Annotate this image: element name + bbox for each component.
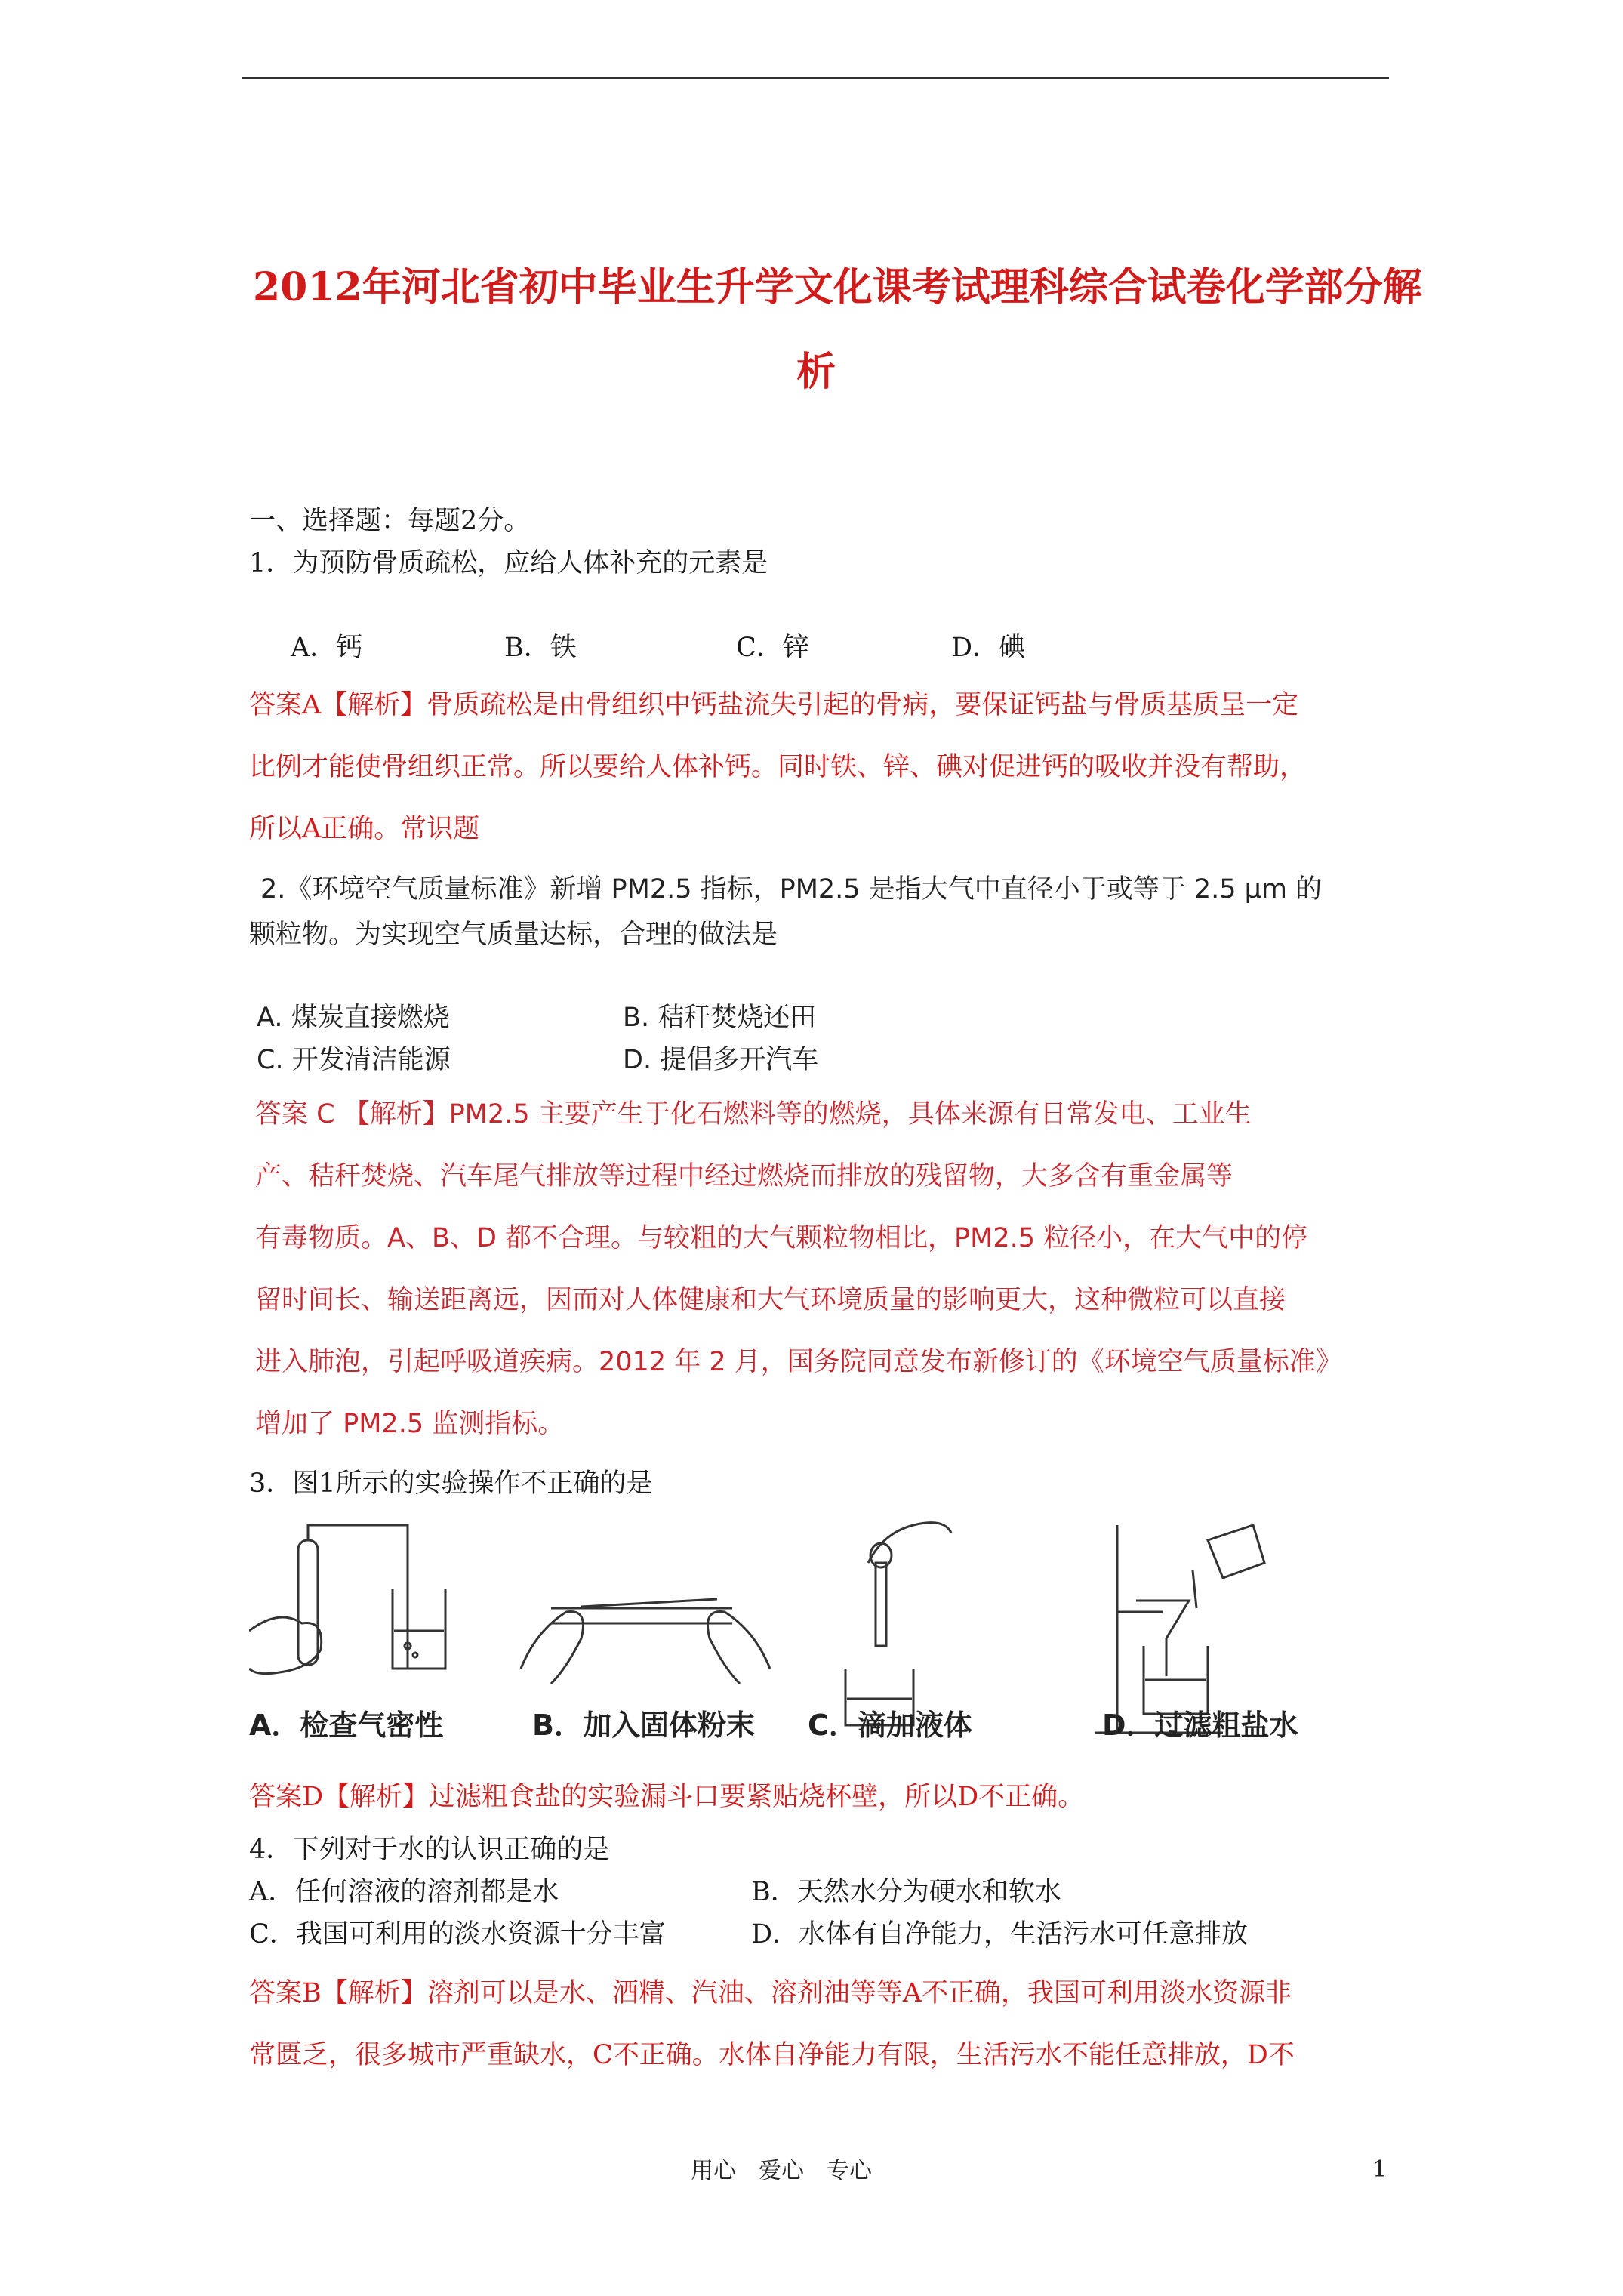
- q4-answer-line: 常匮乏，很多城市严重缺水，C不正确。水体自净能力有限，生活污水不能任意排放，D不: [249, 2040, 1295, 2070]
- q3-experiment-figure: [249, 1518, 1329, 1744]
- figure-caption-c: C．滴加液体: [808, 1709, 972, 1742]
- q3-stem: 3．图1所示的实验操作不正确的是: [249, 1469, 653, 1499]
- q2-answer-line: 有毒物质。A、B、D 都不合理。与较粗的大气颗粒物相比，PM2.5 粒径小，在大气中的停: [255, 1223, 1308, 1253]
- section-heading: 一、选择题：每题2分。: [249, 506, 531, 536]
- add-powder-illustration: [521, 1599, 770, 1684]
- q1-option-c: C．锌: [736, 633, 809, 663]
- footer-motto: 用心 爱心 专心: [691, 2158, 872, 2184]
- q4-option-d: D．水体有自净能力，生活污水可任意排放: [751, 1919, 1249, 1949]
- q1-stem: 1．为预防骨质疏松，应给人体补充的元素是: [249, 548, 768, 578]
- q2-stem-line: 2.《环境空气质量标准》新增 PM2.5 指标，PM2.5 是指大气中直径小于或等于 2.5 μm 的: [260, 874, 1323, 905]
- filtration-illustration: [1095, 1525, 1264, 1733]
- q2-option-c: C. 开发清洁能源: [257, 1045, 451, 1075]
- q4-option-b: B．天然水分为硬水和软水: [751, 1877, 1061, 1907]
- q2-option-d: D. 提倡多开汽车: [623, 1045, 819, 1075]
- figure-caption-b: B．加入固体粉末: [532, 1709, 755, 1742]
- airtightness-check-illustration: [249, 1525, 445, 1674]
- q1-option-a: A．钙: [291, 633, 363, 663]
- figure-caption-d: D．过滤粗盐水: [1102, 1709, 1298, 1742]
- q2-option-b: B. 秸秆焚烧还田: [623, 1003, 817, 1033]
- q1-answer-line: 比例才能使骨组织正常。所以要给人体补钙。同时铁、锌、碘对促进钙的吸收并没有帮助，: [249, 752, 1307, 782]
- q2-answer-line: 增加了 PM2.5 监测指标。: [255, 1409, 565, 1439]
- header-rule: [242, 77, 1389, 79]
- q4-answer-line: 答案B【解析】溶剂可以是水、酒精、汽油、溶剂油等等A不正确，我国可利用淡水资源非: [249, 1978, 1292, 2008]
- q1-option-d: D．碘: [951, 633, 1026, 663]
- q2-answer-line: 进入肺泡，引起呼吸道疾病。2012 年 2 月，国务院同意发布新修订的《环境空气质量标准》: [255, 1347, 1342, 1377]
- q1-option-b: B．铁: [504, 633, 577, 663]
- q2-answer-line: 答案 C 【解析】PM2.5 主要产生于化石燃料等的燃烧，具体来源有日常发电、工业生: [255, 1099, 1252, 1130]
- q1-answer-line: 所以A正确。常识题: [249, 814, 480, 844]
- q4-option-a: A．任何溶液的溶剂都是水: [249, 1877, 559, 1907]
- q2-stem-line: 颗粒物。为实现空气质量达标，合理的做法是: [249, 920, 778, 950]
- page-number: 1: [1372, 2156, 1387, 2183]
- q2-option-a: A. 煤炭直接燃烧: [257, 1003, 450, 1033]
- q2-answer-line: 产、秸秆焚烧、汽车尾气排放等过程中经过燃烧而排放的残留物，大多含有重金属等: [255, 1161, 1233, 1191]
- q4-option-c: C．我国可利用的淡水资源十分丰富: [249, 1919, 666, 1949]
- q2-answer-line: 留时间长、输送距离远，因而对人体健康和大气环境质量的影响更大，这种微粒可以直接: [255, 1285, 1286, 1315]
- figure-caption-a: A．检查气密性: [249, 1709, 444, 1742]
- q1-answer-line: 答案A【解析】骨质疏松是由骨组织中钙盐流失引起的骨病，要保证钙盐与骨质基质呈一定: [249, 690, 1299, 720]
- drop-liquid-illustration: [845, 1523, 951, 1725]
- q4-stem: 4．下列对于水的认识正确的是: [249, 1835, 610, 1865]
- document-title-line1: 2012年河北省初中毕业生升学文化课考试理科综合试卷化学部分解: [253, 264, 1422, 310]
- q3-answer: 答案D【解析】过滤粗食盐的实验漏斗口要紧贴烧杯壁，所以D不正确。: [249, 1782, 1085, 1812]
- document-title-line2: 析: [796, 349, 836, 395]
